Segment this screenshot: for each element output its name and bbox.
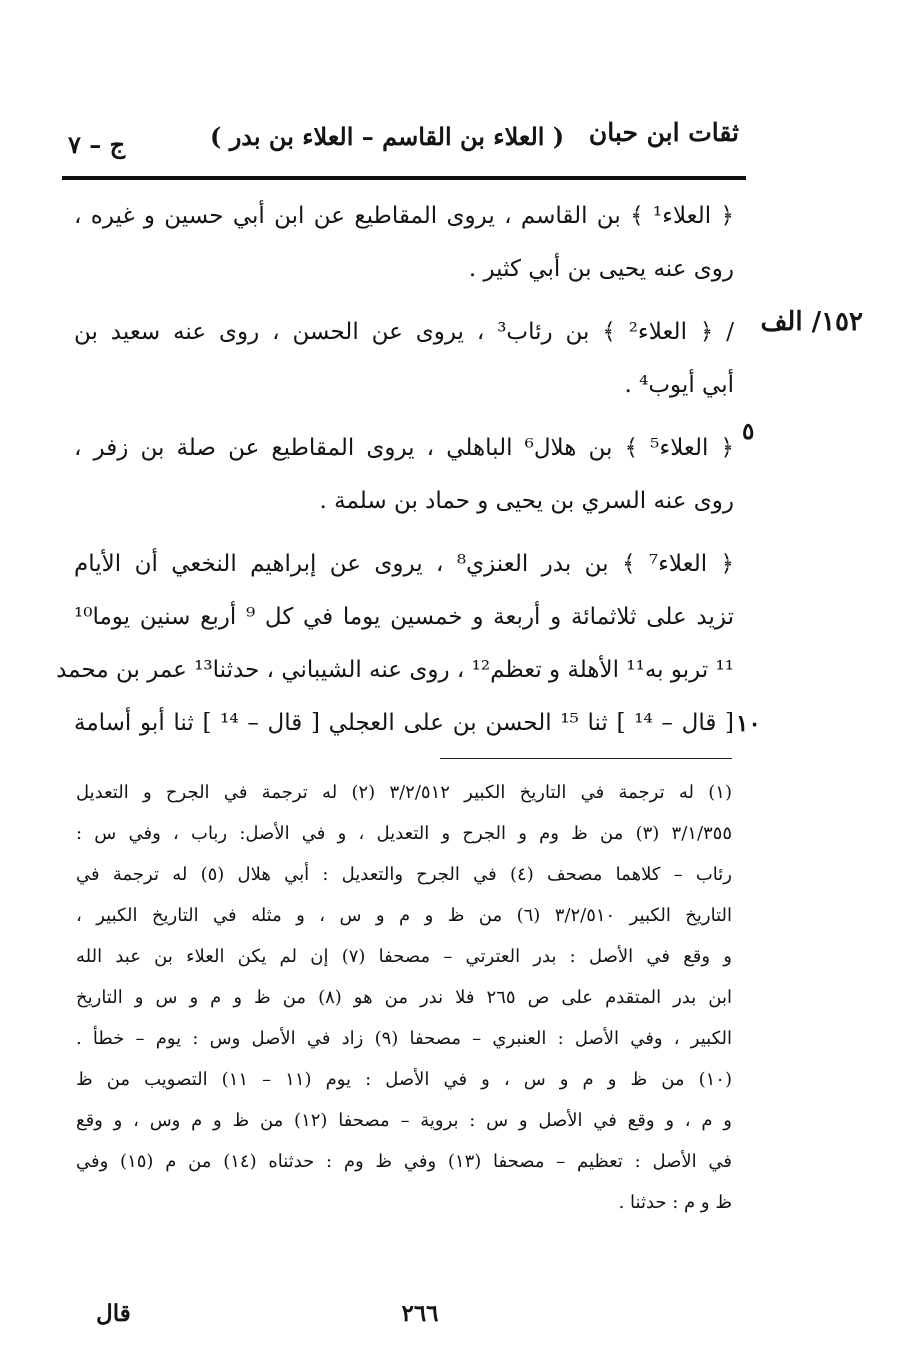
- text-line: روى عنه السري بن يحيى و حماد بن سلمة .: [319, 488, 734, 514]
- volume-marker: ج – ٧: [68, 130, 126, 159]
- footnote-line: و وقع في الأصل : بدر العترتي – مصحفا (٧) إن لم يكن العلاء بن عبد الله: [76, 946, 732, 967]
- entry-gap: [74, 528, 734, 538]
- text-line: ¹¹ تربو به¹¹ الأهلة و تعظم¹² ، روى عنه الشيباني ، حدثنا¹³ عمر بن محمد: [56, 657, 734, 683]
- footnote-line: الكبير ، وفي الأصل : العنبري – مصحفا (٩) زاد في الأصل وس : يوم – خطأ .: [76, 1028, 732, 1049]
- footnote-line: (١٠) من ظ و م و س ، و في الأصل : يوم (١١ – ١١) التصويب من ظ: [76, 1069, 732, 1090]
- running-head: ( العلاء بن القاسم – العلاء بن بدر ): [210, 122, 565, 151]
- catchword: قال: [96, 1300, 131, 1327]
- page-number: ٢٦٦: [401, 1300, 439, 1327]
- text-line: روى عنه يحيى بن أبي كثير .: [468, 256, 734, 282]
- text-line: أبي أيوب⁴ .: [624, 372, 734, 398]
- line-number-10: ١٠: [736, 710, 761, 737]
- book-title: ثقات ابن حبان: [588, 118, 739, 147]
- footnote-line: (١) له ترجمة في التاريخ الكبير ٣/٢/٥١٢ (٢) له ترجمة في الجرح و التعديل: [76, 782, 732, 803]
- text-line: ﴿ العلاء¹ ﴾ بن القاسم ، يروى المقاطيع عن ابن أبي حسين و غيره ،: [74, 203, 734, 229]
- text-line: ﴿ العلاء⁷ ﴾ بن بدر العنزي⁸ ، يروى عن إبراهيم النخعي أن الأيام: [74, 551, 734, 577]
- footnote-line: و م ، و وقع في الأصل و س : بروية – مصحفا (١٢) من ظ و م وس ، و وقع: [76, 1110, 732, 1131]
- footnotes: [76, 772, 732, 1223]
- main-text: [56, 190, 735, 750]
- text-line: [ قال – ¹⁴ ] ثنا ¹⁵ الحسن بن على العجلي [ قال – ¹⁴ ] ثنا أبو أسامة: [74, 710, 735, 736]
- header-rule: [62, 176, 746, 180]
- footnote-line: في الأصل : تعظيم – مصحفا (١٣) وفي ظ وم : حدثناه (١٤) من م (١٥) وفي: [76, 1151, 732, 1172]
- footnote-line: ابن بدر المتقدم على ص ٢٦٥ فلا ندر من هو (٨) من ظ و م و س و التاريخ: [76, 987, 732, 1008]
- entry-gap: [74, 412, 734, 422]
- footnote-line: رئاب – كلاهما مصحف (٤) في الجرح والتعديل : أبي هلال (٥) له ترجمة في: [76, 864, 732, 885]
- line-number-5: ٥: [742, 418, 755, 445]
- footnote-line: التاريخ الكبير ٣/٢/٥١٠ (٦) من ظ و م و س ، و مثله في التاريخ الكبير ،: [76, 905, 732, 926]
- footnote-rule: [440, 758, 732, 759]
- text-line: ﴿ العلاء⁵ ﴾ بن هلال⁶ الباهلي ، يروى المقاطيع عن صلة بن زفر ،: [74, 435, 735, 461]
- footnote-line: ٣/١/٣٥٥ (٣) من ظ وم و الجرح و التعديل ، و في الأصل: رباب ، وفي س :: [76, 823, 733, 844]
- text-line: / ﴿ العلاء² ﴾ بن رئاب³ ، يروى عن الحسن ، روى عنه سعيد بن: [74, 319, 734, 345]
- text-line: تزيد على ثلاثمائة و أربعة و خمسين يوما في كل ⁹ أربع سنين يوما¹⁰: [74, 604, 734, 630]
- footnote-line: ظ و م : حدثنا .: [618, 1192, 732, 1213]
- entry-gap: [74, 296, 734, 306]
- manuscript-folio-marker: ١٥٢/ الف: [760, 307, 863, 337]
